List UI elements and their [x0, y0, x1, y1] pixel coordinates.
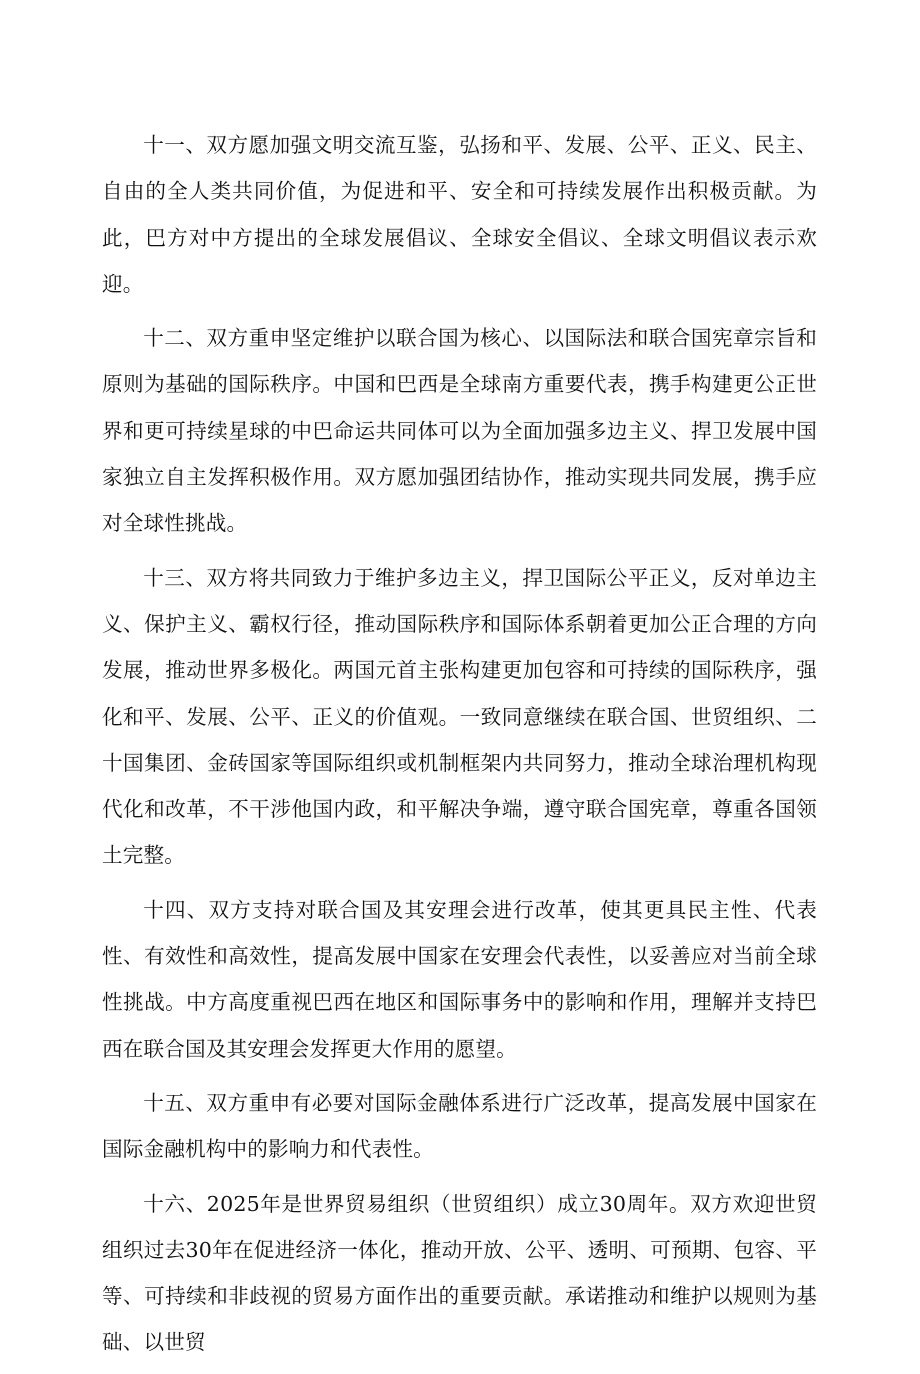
- paragraph-11: 十一、双方愿加强文明交流互鉴，弘扬和平、发展、公平、正义、民主、自由的全人类共同价值，为促进和平、安全和可持续发展作出积极贡献。为此，巴方对中方提出的全球发展倡议、全球安全倡议、全球文明倡议表示欢迎。: [102, 133, 817, 296]
- document-body: [102, 122, 817, 1374]
- paragraph-12: 十二、双方重申坚定维护以联合国为核心、以国际法和联合国宪章宗旨和原则为基础的国际秩序。中国和巴西是全球南方重要代表，携手构建更公正世界和更可持续星球的中巴命运共同体可以为全面加强多边主义、捍卫发展中国家独立自主发挥积极作用。双方愿加强团结协作，推动实现共同发展，携手应对全球性挑战。: [102, 326, 817, 536]
- paragraph-16: 十六、2025年是世界贸易组织（世贸组织）成立30周年。双方欢迎世贸组织过去30年在促进经济一体化，推动开放、公平、透明、可预期、包容、平等、可持续和非歧视的贸易方面作出的重要贡献。承诺推动和维护以规则为基础、以世贸: [102, 1191, 817, 1355]
- paragraph-15: 十五、双方重申有必要对国际金融体系进行广泛改革，提高发展中国家在国际金融机构中的影响力和代表性。: [102, 1090, 817, 1162]
- paragraph-13: 十三、双方将共同致力于维护多边主义，捍卫国际公平正义，反对单边主义、保护主义、霸权行径，推动国际秩序和国际体系朝着更加公正合理的方向发展，推动世界多极化。两国元首主张构建更加包容和可持续的国际秩序，强化和平、发展、公平、正义的价值观。一致同意继续在联合国、世贸组织、二十国集团、金砖国家等国际组织或机制框架内共同努力，推动全球治理机构现代化和改革，不干涉他国内政，和平解决争端，遵守联合国宪章，尊重各国领土完整。: [102, 565, 817, 868]
- paragraph-14: 十四、双方支持对联合国及其安理会进行改革，使其更具民主性、代表性、有效性和高效性，提高发展中国家在安理会代表性，以妥善应对当前全球性挑战。中方高度重视巴西在地区和国际事务中的影响和作用，理解并支持巴西在联合国及其安理会发挥更大作用的愿望。: [102, 897, 817, 1061]
